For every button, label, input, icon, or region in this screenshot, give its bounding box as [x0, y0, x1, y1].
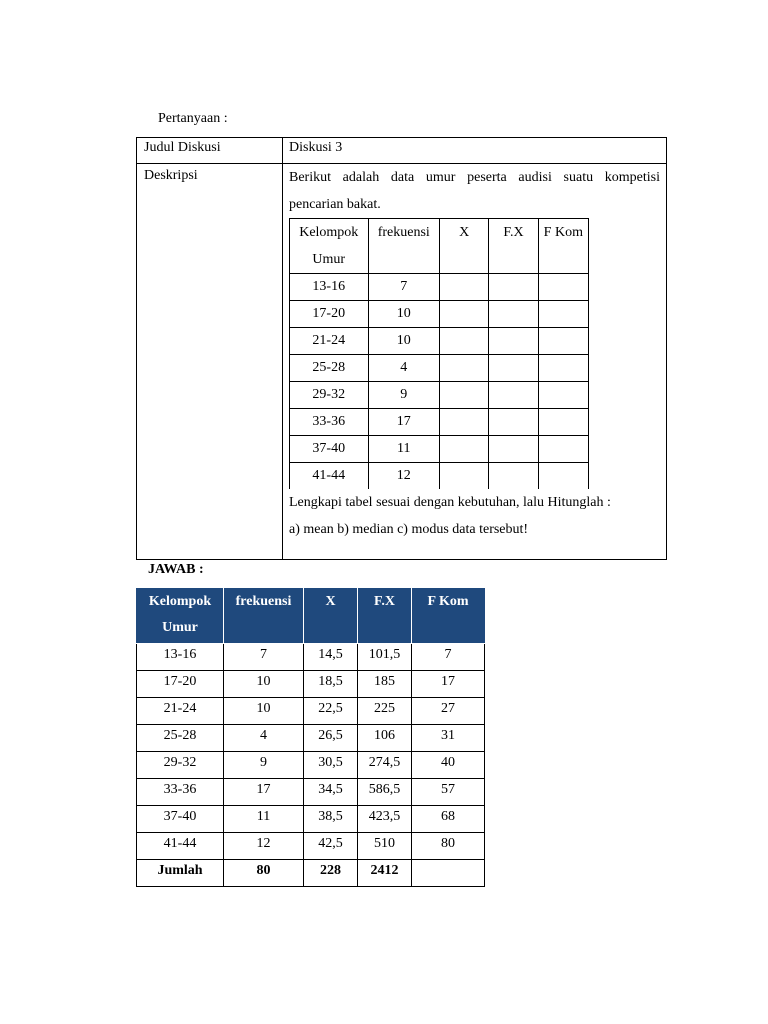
description-label: Deskripsi — [137, 164, 283, 560]
answer-table-row — [137, 806, 485, 833]
a-cell-frekuensi: 11 — [224, 806, 304, 833]
question-table-row — [290, 409, 589, 436]
answer-total-row — [137, 860, 485, 887]
answer-table — [136, 588, 485, 887]
a-cell-fx: 586,5 — [358, 779, 412, 806]
answer-label: JAWAB : — [148, 562, 204, 577]
a-cell-fx: 225 — [358, 698, 412, 725]
q-cell-frekuensi: 17 — [368, 409, 439, 436]
a-cell-kelompok: 29-32 — [137, 752, 224, 779]
a-cell-fkom: 57 — [412, 779, 485, 806]
a-header-kelompok: Kelompok Umur — [137, 589, 224, 644]
q-header-fx: F.X — [489, 219, 538, 274]
description-cell — [283, 164, 667, 560]
q-cell-empty — [489, 328, 538, 355]
description-line-1: Berikut adalah data umur peserta audisi suatu kompetisi — [289, 170, 660, 185]
q-header-fkom: F Kom — [538, 219, 588, 274]
a-cell-fx: 106 — [358, 725, 412, 752]
q-cell-frekuensi: 9 — [368, 382, 439, 409]
answer-table-header — [137, 589, 485, 644]
a-cell-fx: 423,5 — [358, 806, 412, 833]
title-value: Diskusi 3 — [283, 138, 667, 164]
q-cell-empty — [489, 274, 538, 301]
a-cell-kelompok: 33-36 — [137, 779, 224, 806]
q-cell-frekuensi: 7 — [368, 274, 439, 301]
q-cell-empty — [439, 328, 488, 355]
a-cell-fx: 101,5 — [358, 644, 412, 671]
description-line-2: pencarian bakat. — [289, 197, 381, 212]
answer-table-row — [137, 725, 485, 752]
a-cell-x: 34,5 — [304, 779, 358, 806]
q-cell-kelompok: 13-16 — [290, 274, 369, 301]
q-cell-empty — [538, 382, 588, 409]
a-cell-kelompok: 17-20 — [137, 671, 224, 698]
a-cell-x: 18,5 — [304, 671, 358, 698]
q-cell-empty — [489, 463, 538, 490]
a-cell-frekuensi: 12 — [224, 833, 304, 860]
q-cell-frekuensi: 4 — [368, 355, 439, 382]
a-cell-fkom: 27 — [412, 698, 485, 725]
a-cell-kelompok: 25-28 — [137, 725, 224, 752]
q-cell-frekuensi: 10 — [368, 328, 439, 355]
q-cell-frekuensi: 11 — [368, 436, 439, 463]
a-cell-fkom: 31 — [412, 725, 485, 752]
q-cell-empty — [439, 274, 488, 301]
a-cell-fx: 274,5 — [358, 752, 412, 779]
question-table-header — [290, 219, 589, 274]
q-cell-empty — [538, 301, 588, 328]
a-header-frekuensi: frekuensi — [224, 589, 304, 644]
a-cell-frekuensi: 10 — [224, 671, 304, 698]
question-data-table — [289, 218, 589, 489]
q-cell-frekuensi: 10 — [368, 301, 439, 328]
a-cell-x: 30,5 — [304, 752, 358, 779]
q-header-kelompok: Kelompok Umur — [290, 219, 369, 274]
a-cell-frekuensi: 17 — [224, 779, 304, 806]
answer-table-row — [137, 644, 485, 671]
q-cell-empty — [538, 274, 588, 301]
answer-table-row — [137, 752, 485, 779]
question-label: Pertanyaan : — [158, 111, 228, 126]
q-cell-empty — [489, 436, 538, 463]
q-cell-kelompok: 21-24 — [290, 328, 369, 355]
q-cell-frekuensi: 12 — [368, 463, 439, 490]
q-cell-empty — [489, 382, 538, 409]
a-cell-frekuensi: 9 — [224, 752, 304, 779]
description-row — [137, 164, 667, 560]
total-a-cell-x: 228 — [304, 860, 358, 887]
a-cell-kelompok: 13-16 — [137, 644, 224, 671]
a-cell-x: 26,5 — [304, 725, 358, 752]
q-cell-kelompok: 33-36 — [290, 409, 369, 436]
a-cell-frekuensi: 4 — [224, 725, 304, 752]
q-cell-kelompok: 25-28 — [290, 355, 369, 382]
question-table-row — [290, 436, 589, 463]
q-header-x: X — [439, 219, 488, 274]
total-a-cell-kelompok: Jumlah — [137, 860, 224, 887]
q-cell-empty — [439, 355, 488, 382]
title-row — [137, 138, 667, 164]
q-cell-kelompok: 29-32 — [290, 382, 369, 409]
total-a-cell-fkom — [412, 860, 485, 887]
q-cell-empty — [538, 409, 588, 436]
q-cell-empty — [489, 301, 538, 328]
a-header-fx: F.X — [358, 589, 412, 644]
q-cell-empty — [439, 463, 488, 490]
q-cell-empty — [439, 301, 488, 328]
q-cell-empty — [439, 382, 488, 409]
a-cell-fkom: 7 — [412, 644, 485, 671]
a-cell-x: 42,5 — [304, 833, 358, 860]
discussion-table — [136, 137, 667, 560]
a-cell-fx: 510 — [358, 833, 412, 860]
instruction-line-2: a) mean b) median c) modus data tersebut! — [289, 522, 529, 537]
q-cell-empty — [439, 436, 488, 463]
a-cell-kelompok: 41-44 — [137, 833, 224, 860]
question-table-row — [290, 274, 589, 301]
a-cell-fkom: 17 — [412, 671, 485, 698]
a-cell-fkom: 68 — [412, 806, 485, 833]
a-header-fkom: F Kom — [412, 589, 485, 644]
q-cell-empty — [538, 355, 588, 382]
a-cell-fx: 185 — [358, 671, 412, 698]
q-cell-empty — [489, 409, 538, 436]
q-cell-empty — [489, 355, 538, 382]
question-table-row — [290, 463, 589, 490]
total-a-cell-fx: 2412 — [358, 860, 412, 887]
question-table-row — [290, 301, 589, 328]
a-cell-x: 14,5 — [304, 644, 358, 671]
question-table-row — [290, 328, 589, 355]
answer-table-row — [137, 698, 485, 725]
title-label: Judul Diskusi — [137, 138, 283, 164]
instruction-line-1: Lengkapi tabel sesuai dengan kebutuhan, lalu Hitunglah : — [289, 495, 611, 510]
q-header-frekuensi: frekuensi — [368, 219, 439, 274]
answer-table-row — [137, 779, 485, 806]
a-cell-frekuensi: 10 — [224, 698, 304, 725]
a-cell-fkom: 80 — [412, 833, 485, 860]
question-table-row — [290, 355, 589, 382]
q-cell-empty — [538, 463, 588, 490]
a-header-x: X — [304, 589, 358, 644]
q-cell-kelompok: 17-20 — [290, 301, 369, 328]
a-cell-x: 22,5 — [304, 698, 358, 725]
total-a-cell-frekuensi: 80 — [224, 860, 304, 887]
answer-table-row — [137, 671, 485, 698]
answer-table-row — [137, 833, 485, 860]
a-cell-kelompok: 21-24 — [137, 698, 224, 725]
q-cell-empty — [439, 409, 488, 436]
q-cell-kelompok: 37-40 — [290, 436, 369, 463]
q-cell-empty — [538, 436, 588, 463]
a-cell-fkom: 40 — [412, 752, 485, 779]
question-table-row — [290, 382, 589, 409]
q-cell-kelompok: 41-44 — [290, 463, 369, 490]
q-cell-empty — [538, 328, 588, 355]
a-cell-frekuensi: 7 — [224, 644, 304, 671]
a-cell-x: 38,5 — [304, 806, 358, 833]
a-cell-kelompok: 37-40 — [137, 806, 224, 833]
